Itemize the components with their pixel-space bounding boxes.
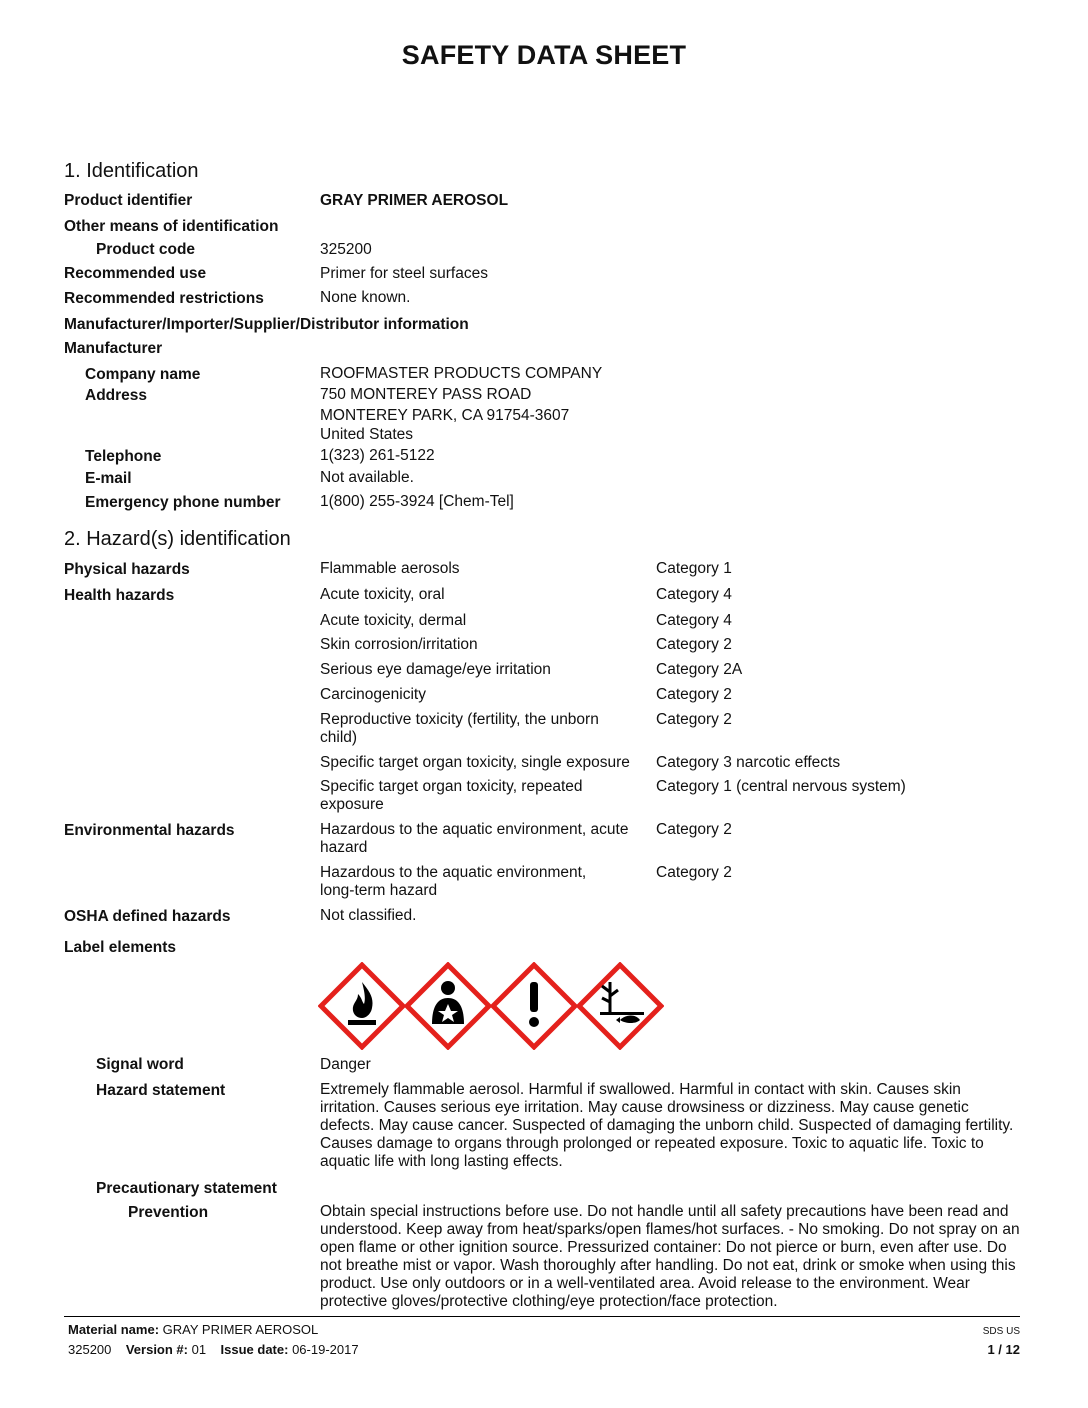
- footer-issue-date: 06-19-2017: [292, 1342, 359, 1357]
- prevention-label: Prevention: [128, 1204, 209, 1221]
- section-2-heading: 2. Hazard(s) identification: [64, 528, 291, 550]
- recommended-use-value: Primer for steel surfaces: [320, 265, 488, 282]
- recommended-restrictions-label: Recommended restrictions: [64, 290, 264, 307]
- prevention-value: Obtain special instructions before use. Do not handle until all safety precautions have been read and understood. Keep away from heat/sparks/open flames/hot surfaces. - No smoking. Do not spray on an open flame or other ignition source. Pressurized container: Do not pierce or burn, even after use. Do not breathe mist or vapor. Wash thoroughly after handling. Do not eat, drink or smoke when using this product. Use only outdoors or in a well-ventilated area. Avoid release to the environment. Wear protective gloves/protective clothing/eye protection/face protection.: [320, 1203, 1020, 1310]
- recommended-restrictions-value: None known.: [320, 289, 411, 306]
- precautionary-statement-label: Precautionary statement: [96, 1180, 277, 1197]
- footer-page-number: 1 / 12: [987, 1342, 1020, 1357]
- manufacturer-label: Manufacturer: [64, 340, 163, 357]
- footer-issue-label: Issue date:: [220, 1342, 289, 1357]
- physical-hazards-label: Physical hazards: [64, 561, 190, 578]
- hazard-class: Acute toxicity, dermal: [320, 612, 467, 629]
- hazard-statement-value: Extremely flammable aerosol. Harmful if swallowed. Harmful in contact with skin. Causes skin irritation. Causes serious eye irritation. May cause drowsiness or dizziness. May cause genetic defects. May cause cancer. Suspected of damaging the unborn child. Suspected of damaging fertility. Causes damage to organs through prolonged or repeated exposure. Toxic to aquatic life. Toxic to aquatic life with long lasting effects.: [320, 1081, 1014, 1170]
- product-identifier-value: GRAY PRIMER AEROSOL: [320, 192, 509, 209]
- footer-version: 01: [191, 1342, 207, 1357]
- osha-hazards-value: Not classified.: [320, 907, 417, 924]
- footer-material: [68, 1322, 318, 1337]
- hazard-class: Reproductive toxicity (fertility, the unborn child): [320, 711, 599, 746]
- flame-icon: [318, 962, 406, 1050]
- company-name-label: Company name: [85, 366, 201, 383]
- hazard-class: Specific target organ toxicity, single exposure: [320, 754, 630, 771]
- address-label: Address: [85, 387, 148, 404]
- address-line-3: United States: [320, 426, 414, 443]
- hazard-category: Category 4: [656, 586, 732, 603]
- product-identifier-label: Product identifier: [64, 192, 193, 209]
- hazard-category: Category 2: [656, 821, 732, 838]
- signal-word-value: Danger: [320, 1056, 371, 1073]
- hazard-category: Category 4: [656, 612, 732, 629]
- section-1-heading: 1. Identification: [64, 160, 199, 182]
- hazard-category: Category 1: [656, 560, 732, 577]
- footer-material-label: Material name:: [68, 1322, 160, 1337]
- hazard-class: Skin corrosion/irritation: [320, 636, 478, 653]
- hazard-class: Carcinogenicity: [320, 686, 426, 703]
- email-label: E-mail: [85, 470, 132, 487]
- emergency-phone-value: 1(800) 255-3924 [Chem-Tel]: [320, 493, 514, 510]
- company-name-value: ROOFMASTER PRODUCTS COMPANY: [320, 365, 603, 382]
- label-elements-label: Label elements: [64, 939, 176, 956]
- document-title: SAFETY DATA SHEET: [401, 40, 687, 70]
- footer-sds-tag: SDS US: [982, 1326, 1020, 1337]
- telephone-label: Telephone: [85, 448, 162, 465]
- environmental-hazards-label: Environmental hazards: [64, 822, 235, 839]
- hazard-category: Category 2: [656, 686, 732, 703]
- hazard-class: Flammable aerosols: [320, 560, 460, 577]
- footer-code: 325200: [68, 1342, 112, 1357]
- address-line-2: MONTEREY PARK, CA 91754-3607: [320, 407, 570, 424]
- environment-icon: [576, 962, 664, 1050]
- product-code-value: 325200: [320, 241, 372, 258]
- hazard-category: Category 2: [656, 636, 732, 653]
- signal-word-label: Signal word: [96, 1056, 184, 1073]
- hazard-category: Category 2: [656, 864, 732, 881]
- other-means-label: Other means of identification: [64, 218, 279, 235]
- emergency-phone-label: Emergency phone number: [85, 494, 281, 511]
- address-line-1: 750 MONTEREY PASS ROAD: [320, 386, 532, 403]
- footer-meta: [68, 1342, 359, 1357]
- hazard-class: Hazardous to the aquatic environment, acute hazard: [320, 821, 629, 856]
- hazard-class: Serious eye damage/eye irritation: [320, 661, 551, 678]
- health-hazards-label: Health hazards: [64, 587, 175, 604]
- footer-divider: [64, 1316, 1020, 1317]
- hazard-class: Acute toxicity, oral: [320, 586, 445, 603]
- product-code-label: Product code: [96, 241, 196, 258]
- email-value: Not available.: [320, 469, 414, 486]
- footer-material-value: GRAY PRIMER AEROSOL: [162, 1322, 319, 1337]
- hazard-category: Category 2A: [656, 661, 743, 678]
- health-hazard-icon: [404, 962, 492, 1050]
- recommended-use-label: Recommended use: [64, 265, 207, 282]
- hazard-category: Category 1 (central nervous system): [656, 778, 906, 795]
- manufacturer-info-label: Manufacturer/Importer/Supplier/Distributor information: [64, 316, 469, 333]
- hazard-statement-label: Hazard statement: [96, 1082, 226, 1099]
- osha-hazards-label: OSHA defined hazards: [64, 908, 231, 925]
- hazard-class: Specific target organ toxicity, repeated exposure: [320, 778, 583, 813]
- telephone-value: 1(323) 261-5122: [320, 447, 435, 464]
- exclamation-mark-icon: [490, 962, 578, 1050]
- hazard-class: Hazardous to the aquatic environment, long-term hazard: [320, 864, 587, 899]
- footer-version-label: Version #:: [125, 1342, 188, 1357]
- hazard-category: Category 3 narcotic effects: [656, 754, 841, 771]
- hazard-category: Category 2: [656, 711, 732, 728]
